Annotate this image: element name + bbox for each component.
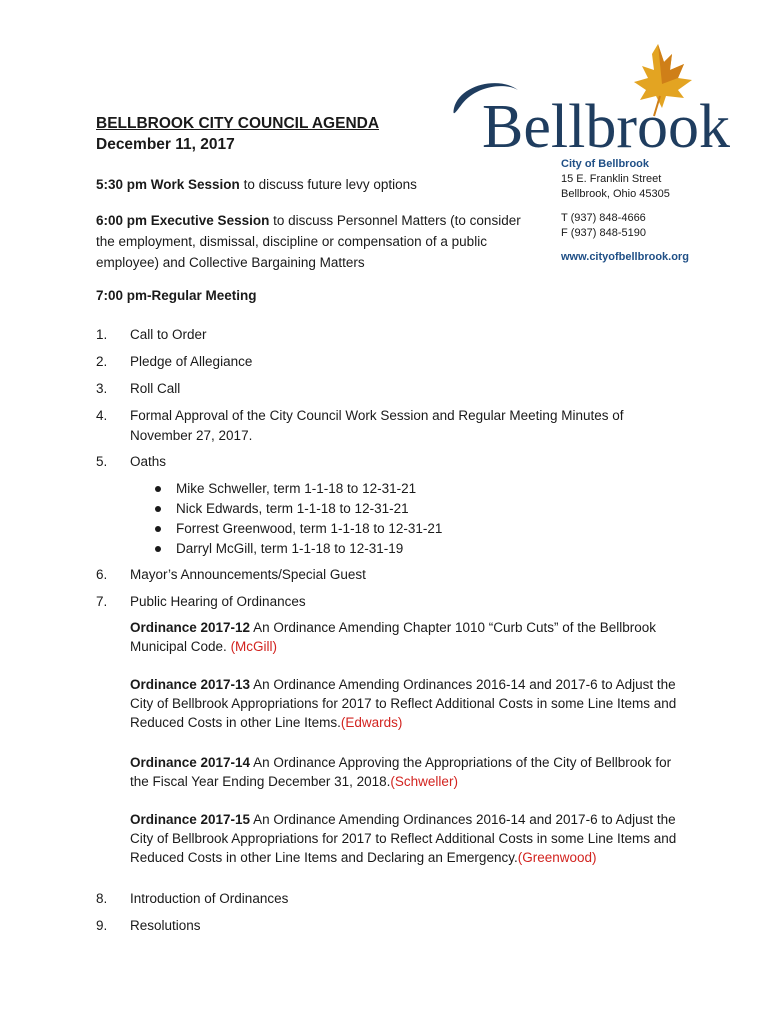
item-number: 2.: [96, 354, 108, 369]
item-text: Introduction of Ordinances: [130, 891, 289, 906]
item-text: Oaths: [130, 454, 167, 469]
bullet-icon: [155, 486, 161, 492]
bullet-icon: [155, 506, 161, 512]
item-number: 6.: [96, 567, 108, 582]
item-text: Call to Order: [130, 327, 207, 342]
item-text: Pledge of Allegiance: [130, 354, 253, 369]
contact-website-link[interactable]: www.cityofbellbrook.org: [561, 251, 689, 263]
item-text: Mayor’s Announcements/Special Guest: [130, 567, 366, 582]
contact-street: 15 E. Franklin Street: [561, 173, 662, 185]
ordinance-entry: [130, 753, 685, 791]
ordinance-number: Ordinance 2017-12: [130, 620, 251, 635]
agenda-title-line1: BELLBROOK CITY COUNCIL AGENDA: [96, 115, 380, 132]
ordinance-sponsor: (Greenwood): [517, 850, 597, 865]
executive-session-label: 6:00 pm Executive Session: [96, 213, 270, 228]
ordinance-number: Ordinance 2017-14: [130, 755, 251, 770]
item-text: Resolutions: [130, 918, 201, 933]
list-item: Mike Schweller, term 1-1-18 to 12-31-21: [155, 479, 442, 499]
ordinance-entry: [130, 810, 685, 867]
item-number: 1.: [96, 327, 108, 342]
item-number: 5.: [96, 454, 108, 469]
ordinance-text: An Ordinance Amending Chapter 1010 “Curb Cuts” of the Bellbrook Municipal Code.: [130, 620, 657, 654]
ordinance-sponsor: (Edwards): [340, 715, 403, 730]
bellbrook-logo: [440, 38, 732, 161]
agenda-date: December 11, 2017: [96, 136, 235, 153]
ordinance-sponsor: (Schweller): [390, 774, 458, 789]
contact-phone: T (937) 848-4666: [561, 212, 646, 224]
contact-city: Bellbrook, Ohio 45305: [561, 188, 670, 200]
item-number: 9.: [96, 918, 108, 933]
executive-session-text: to discuss Personnel Matters (to consider the employment, dismissal, discipline or compensation of a public employee) and Collective Bargaining Matters: [96, 213, 521, 270]
contact-block: [561, 157, 689, 265]
work-session: [96, 174, 536, 195]
ordinance-entry: [130, 618, 685, 656]
agenda-title: [96, 113, 379, 155]
contact-fax: F (937) 848-5190: [561, 227, 646, 239]
item-text: Roll Call: [130, 381, 181, 396]
work-session-label: 5:30 pm Work Session: [96, 177, 240, 192]
item-number: 8.: [96, 891, 108, 906]
item-number: 7.: [96, 594, 108, 609]
oaths-list: [155, 479, 442, 559]
ordinance-sponsor: (McGill): [230, 639, 278, 654]
contact-org: City of Bellbrook: [561, 158, 650, 170]
ordinance-entry: [130, 675, 685, 732]
bullet-icon: [155, 546, 161, 552]
item-text: Formal Approval of the City Council Work Session and Regular Meeting Minutes of November 27, 2017.: [130, 408, 624, 443]
executive-session: [96, 210, 536, 273]
regular-meeting-heading: 7:00 pm-Regular Meeting: [96, 288, 257, 303]
item-number: 4.: [96, 408, 108, 423]
ordinance-text: An Ordinance Approving the Appropriations of the City of Bellbrook for the Fiscal Year Ending December 31, 2018.: [130, 755, 672, 789]
logo-wordmark: Bellbrook: [482, 93, 730, 161]
item-number: 3.: [96, 381, 108, 396]
list-item: Darryl McGill, term 1-1-18 to 12-31-19: [155, 539, 442, 559]
list-item: Nick Edwards, term 1-1-18 to 12-31-21: [155, 499, 442, 519]
ordinance-text: An Ordinance Amending Ordinances 2016-14 and 2017-6 to Adjust the City of Bellbrook Appropriations for 2017 to Reflect Additional Costs in some Line Items and Reduced Costs in other Line Items and Declaring an Emergency.: [130, 812, 677, 865]
ordinance-number: Ordinance 2017-13: [130, 677, 251, 692]
item-text: Public Hearing of Ordinances: [130, 594, 306, 609]
work-session-text: to discuss future levy options: [239, 177, 417, 192]
bullet-icon: [155, 526, 161, 532]
ordinance-text: An Ordinance Amending Ordinances 2016-14 and 2017-6 to Adjust the City of Bellbrook Appropriations for 2017 to Reflect Additional Costs in some Line Items and Reduced Costs in other Line Items.: [130, 677, 677, 730]
list-item: Forrest Greenwood, term 1-1-18 to 12-31-21: [155, 519, 442, 539]
ordinance-number: Ordinance 2017-15: [130, 812, 251, 827]
